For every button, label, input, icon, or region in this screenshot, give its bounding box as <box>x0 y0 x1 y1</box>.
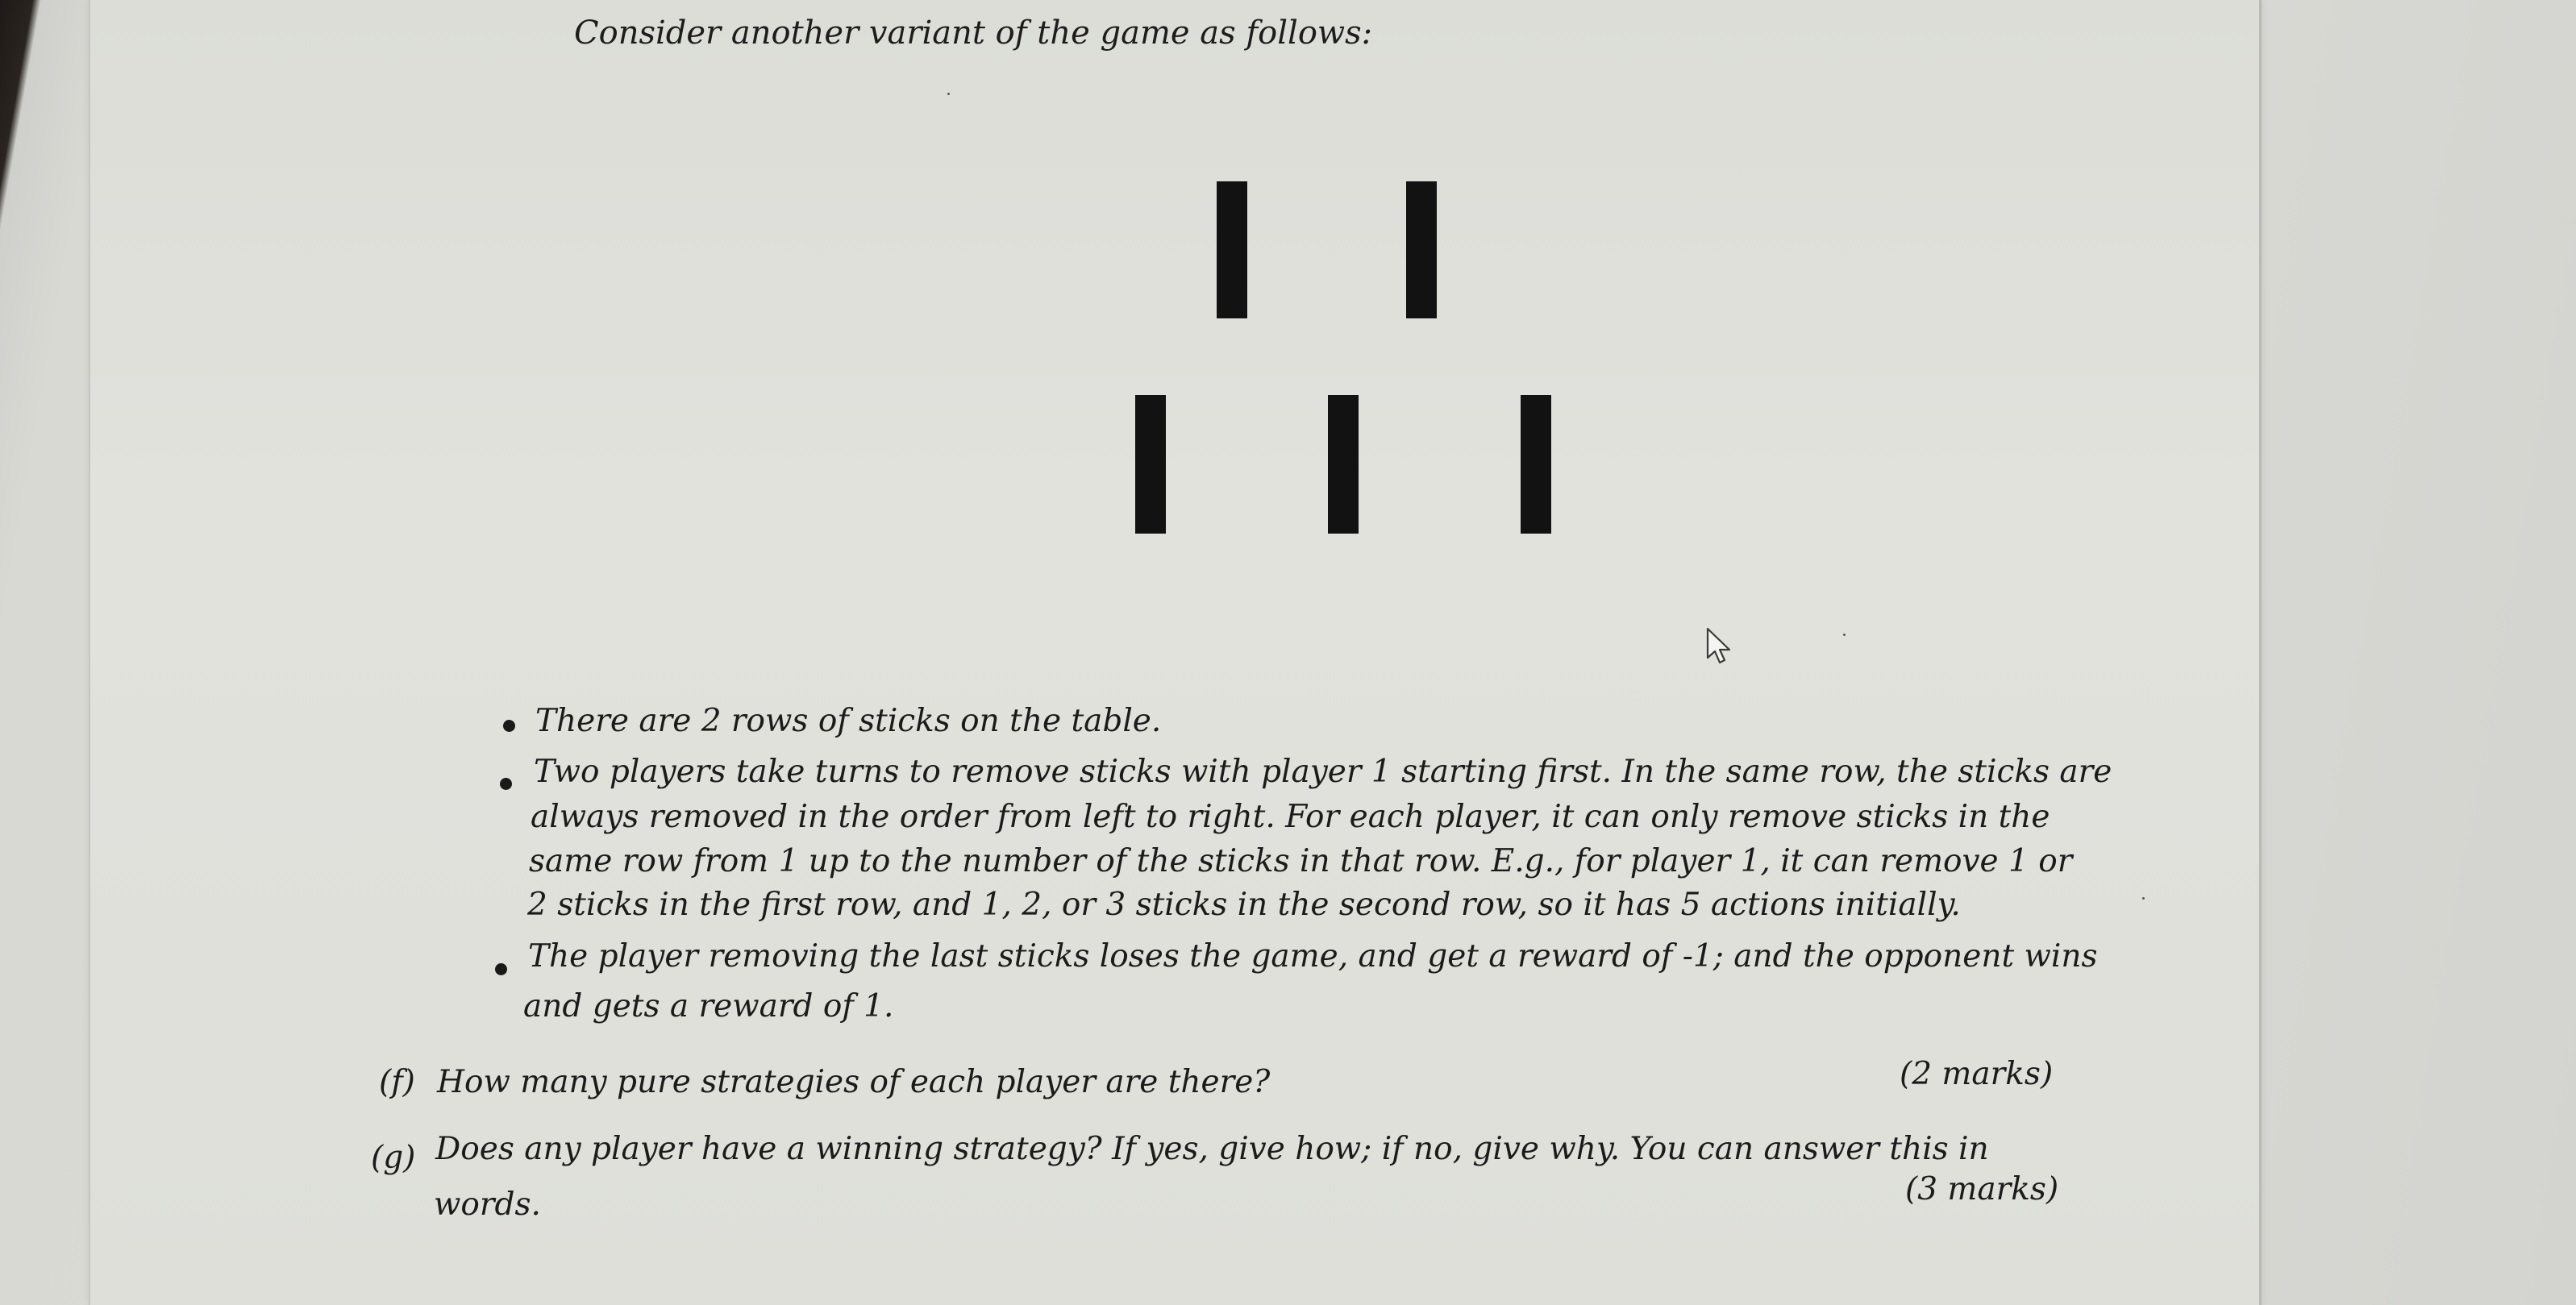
marks-label: (3 marks) <box>1905 1171 2059 1207</box>
rule-line: same row from 1 up to the number of the sticks in that row. E.g., for player 1, it can remove 1 or <box>529 843 2073 879</box>
rule-line: always removed in the order from left to right. For each player, it can only remove sticks in the <box>531 799 2050 835</box>
intro-text: Consider another variant of the game as follows: <box>574 15 1373 52</box>
bullet-marker <box>500 778 512 790</box>
rule-line: There are 2 rows of sticks on the table. <box>535 703 1162 739</box>
question-label: (g) <box>371 1140 416 1176</box>
dust-speck <box>1843 634 1846 636</box>
bullet-marker <box>495 963 507 975</box>
marks-label: (2 marks) <box>1900 1056 2054 1092</box>
rule-line: and gets a reward of 1. <box>523 988 894 1024</box>
dust-speck <box>2142 897 2145 900</box>
rule-line: 2 sticks in the first row, and 1, 2, or 3 sticks in the second row, so it has 5 actions initially. <box>527 887 1961 923</box>
rule-line: The player removing the last sticks loses the game, and get a reward of -1; and the opponent wins <box>528 938 2098 975</box>
rule-line: Two players take turns to remove sticks with player 1 starting first. In the same row, the sticks are <box>534 754 2112 790</box>
bullet-marker <box>503 720 515 732</box>
question-text: words. <box>434 1187 541 1223</box>
rules-list <box>90 0 2259 1305</box>
question-label: (f) <box>379 1064 415 1100</box>
document-page <box>89 0 2262 1305</box>
question-text: Does any player have a winning strategy? If yes, give how; if no, give why. You can answer this in <box>435 1131 1989 1167</box>
dust-speck <box>947 93 950 95</box>
question-text: How many pure strategies of each player are there? <box>437 1064 1271 1100</box>
